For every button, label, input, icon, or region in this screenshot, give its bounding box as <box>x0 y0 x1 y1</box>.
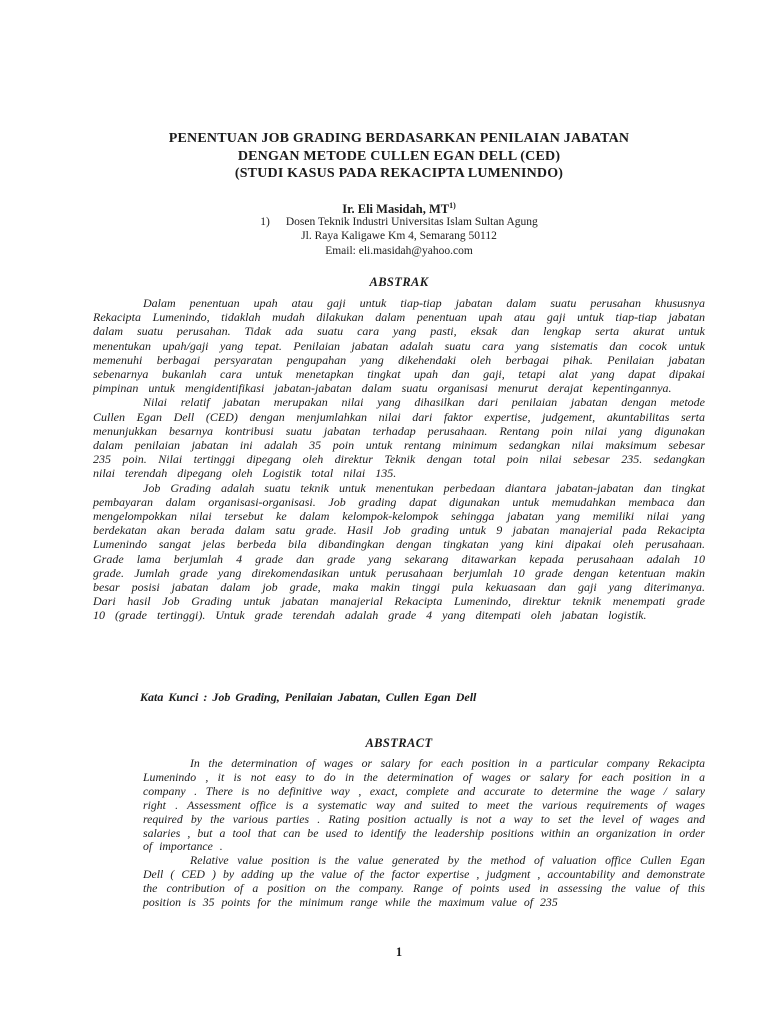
abstrak-paragraph-3: Job Grading adalah suatu teknik untuk menentukan perbedaan diantara jabatan-jabatan dan tingkat pembayaran dalam organisasi-organisasi. Job grading dapat digunakan untuk memudahkan membaca dan mengelompokkan nilai tersebut ke dalam kelompok-kelompok sehingga jabatan yang memiliki nilai yang berdekatan akan berada dalam satu grade. Hasil Job grading untuk 9 jabatan manajerial pada Rekacipta Lumenindo sangat jelas berbeda bila dibandingkan dengan tingkatan yang kini dipakai oleh perusahaan. Grade lama berjumlah 4 grade dan grade yang sekarang ditawarkan kepada perusahaan adalah 10 grade. Jumlah grade yang direkomendasikan untuk perusahaan berjumlah 10 grade dengan ketentuan makin besar posisi jabatan dalam job grade, maka makin tinggi pula kekuasaan dan gaji yang diterimanya. Dari hasil Job Grading untuk jabatan manajerial Rekacipta Lumenindo, direktur teknik menempati grade 10 (grade tertinggi). Untuk grade terendah adalah grade 4 yang ditempati oleh jabatan logistik. <box>93 480 705 623</box>
keywords-line: Kata Kunci : Job Grading, Penilaian Jabatan, Cullen Egan Dell <box>140 690 477 704</box>
affiliation-marker: 1) <box>260 216 270 228</box>
author-footnote-ref: 1) <box>449 201 456 210</box>
paper-title-line-2: DENGAN METODE CULLEN EGAN DELL (CED) <box>237 148 561 164</box>
author-name: Ir. Eli Masidah, MT <box>342 202 450 217</box>
abstrak-body <box>93 296 705 623</box>
abstract-heading: ABSTRACT <box>365 736 433 750</box>
abstract-paragraph-1: In the determination of wages or salary for each position in a particular company Rekacipta Lumenindo , it is not easy to do in the determination of wages or salary for each position in a company . There is no definitive way , exact, complete and accurate to determine the wage / salary right . Assessment office is a systematic way and suited to meet the various requirements of wages required by the various parties . Rating position actually is not a way to set the level of wages and salaries , but a tool that can be used to identify the leadership positions within an organization in order of importance . <box>143 756 705 854</box>
abstrak-heading: ABSTRAK <box>369 275 429 289</box>
paper-title-line-3: (STUDI KASUS PADA REKACIPTA LUMENINDO) <box>234 166 564 181</box>
affiliation-line <box>93 215 705 229</box>
affiliation-block <box>93 215 705 258</box>
affiliation-text: Dosen Teknik Industri Universitas Islam Sultan Agung <box>285 216 538 228</box>
abstract-paragraph-2: Relative value position is the value generated by the method of valuation office Cullen Egan Dell ( CED ) by adding up the value of the factor expertise , judgment , accountability and demonstrate the contribution of a position on the company. Range of points used in assessing the value of this position is 35 points for the minimum range while the maximum value of 235 <box>143 853 705 910</box>
paper-title-line-1: PENENTUAN JOB GRADING BERDASARKAN PENILAIAN JABATAN <box>168 131 630 146</box>
affiliation-address: Jl. Raya Kaligawe Km 4, Semarang 50112 <box>301 230 497 243</box>
page-number: 1 <box>395 945 403 959</box>
paper-title <box>93 130 705 183</box>
abstrak-paragraph-2: Nilai relatif jabatan merupakan nilai yang dihasilkan dari penilaian jabatan dengan metode Cullen Egan Dell (CED) dengan menjumlahkan nilai dari faktor expertise, judgement, akuntabilitas serta menunjukkan besarnya kontribusi suatu jabatan terhadap perusahaan. Rentang poin nilai yang digunakan dalam penilaian jabatan ini adalah 35 poin untuk rentang minimum sedangkan nilai maksimum sebesar 235 poin. Nilai tertinggi dipegang oleh direktur Teknik dengan total poin nilai sebesar 235. sedangkan nilai terendah dipegang oleh Logistik total nilai 135. <box>93 395 705 481</box>
abstrak-paragraph-1: Dalam penentuan upah atau gaji untuk tiap-tiap jabatan dalam suatu perusahan khususnya Rekacipta Lumenindo, tidaklah mudah dilakukan dalam penentuan upah atau gaji untuk tiap-tiap jabatan dalam suatu perusahan. Tidak ada suatu cara yang pasti, eksak dan lengkap serta akurat untuk menentukan upah/gaji yang tepat. Penilaian jabatan adalah suatu cara yang sistematis dan cocok untuk memenuhi berbagai persyaratan pengupahan yang dikehendaki oleh berbagai pihak. Penilaian jabatan sebenarnya bukanlah cara untuk menetapkan tingkat upah dan gaji, tetapi alat yang dapat dipakai pimpinan untuk mengidentifikasi jabatan-jabatan dalam suatu organisasi menurut derajat kepentingannya. <box>93 296 705 396</box>
affiliation-email: Email: eli.masidah@yahoo.com <box>325 244 473 257</box>
abstract-body <box>143 757 705 910</box>
